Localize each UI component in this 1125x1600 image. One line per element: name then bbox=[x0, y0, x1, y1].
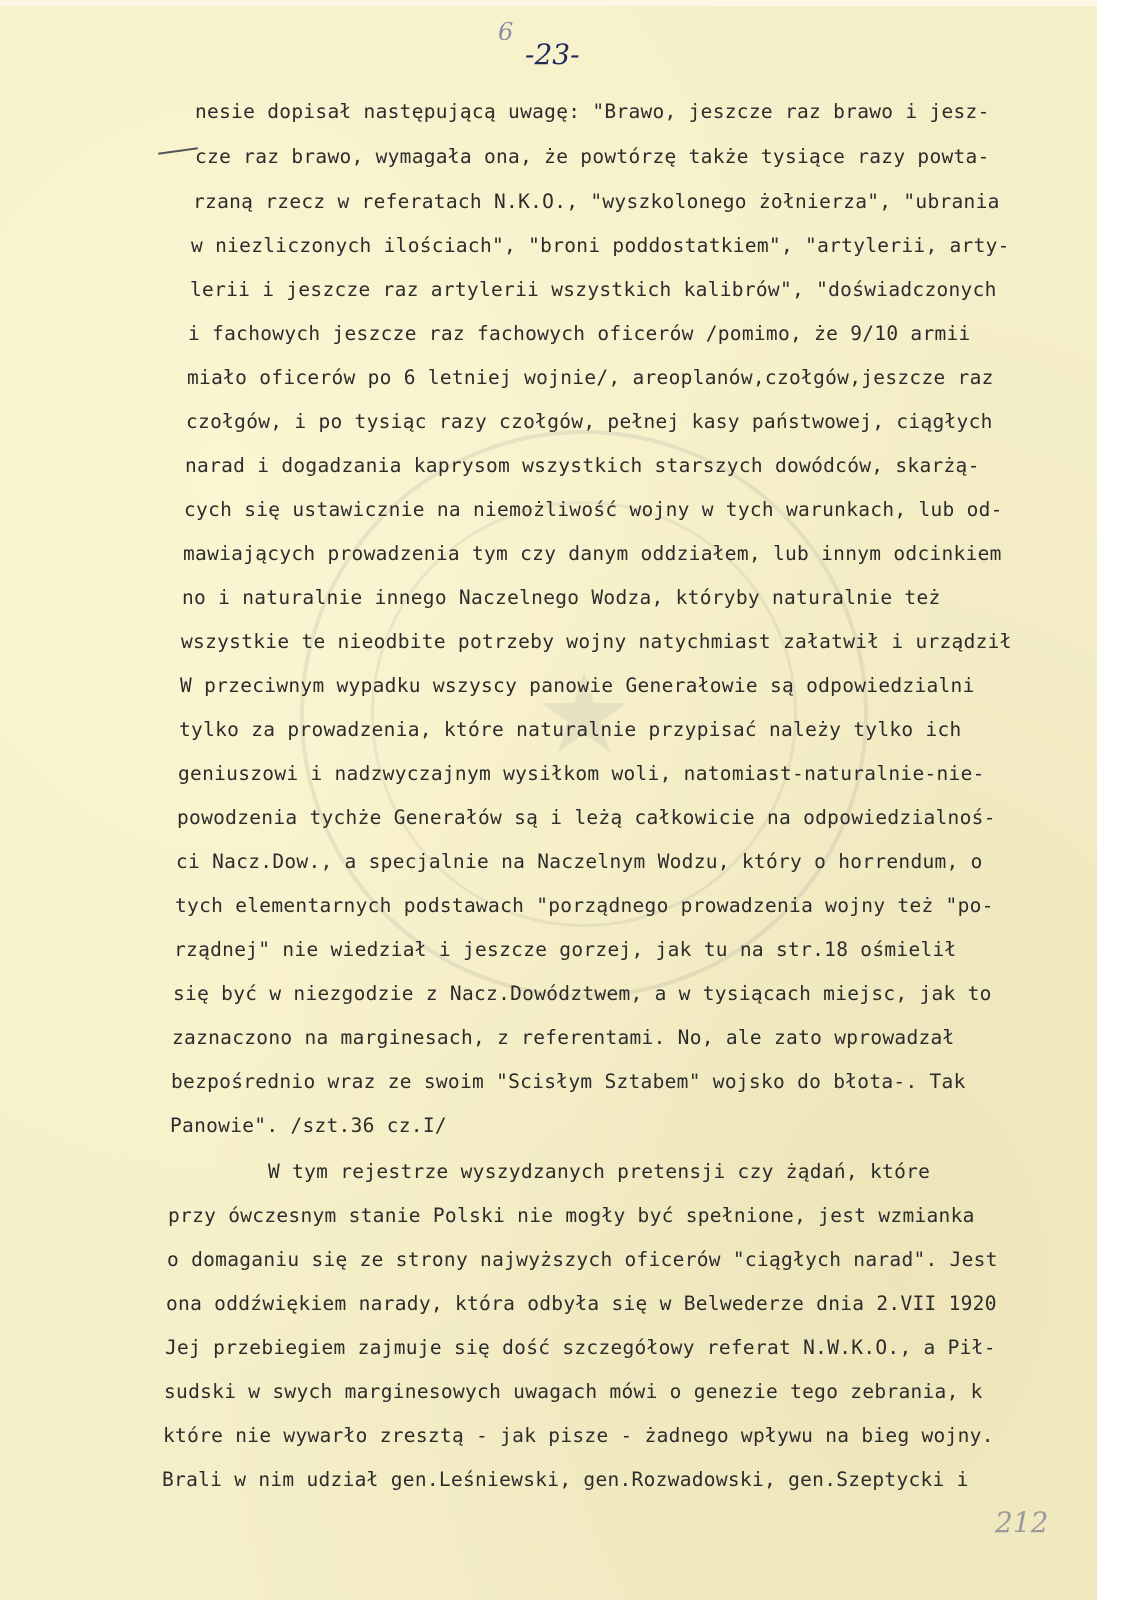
text-line: się być w niezgodzie z Nacz.Dowództwem, a w tysiącach miejsc, jak to bbox=[173, 982, 992, 1005]
text-line: Panowie". /szt.36 cz.I/ bbox=[170, 1114, 447, 1137]
text-line: powodzenia tychże Generałów są i leżą całkowicie na odpowiedzialnoś- bbox=[177, 806, 996, 829]
text-line: tych elementarnych podstawach "porządnego prowadzenia wojny też "po- bbox=[175, 894, 994, 917]
text-line: miało oficerów po 6 letniej wojnie/, areoplanów,czołgów,jeszcze raz bbox=[187, 366, 994, 389]
text-line: geniuszowi i nadzwyczajnym wysiłkom woli, natomiast-naturalnie-nie- bbox=[178, 762, 985, 785]
page-top-edge bbox=[0, 0, 1125, 6]
text-line: sudski w swych marginesowych uwagach mówi o genezie tego zebrania, k bbox=[164, 1380, 983, 1403]
text-line: Brali w nim udział gen.Leśniewski, gen.Rozwadowski, gen.Szeptycki i bbox=[162, 1468, 969, 1491]
text-line: W przeciwnym wypadku wszyscy panowie Generałowie są odpowiedzialni bbox=[180, 674, 975, 697]
text-line: W tym rejestrze wyszydzanych pretensji czy żądań, które bbox=[268, 1160, 931, 1183]
watermark-star-icon: ★ bbox=[371, 501, 797, 927]
scan-border bbox=[1097, 0, 1125, 1600]
text-line: bezpośrednio wraz ze swoim "Scisłym Sztabem" wojsko do błota-. Tak bbox=[171, 1070, 966, 1093]
text-line: zaznaczono na marginesach, z referentami. No, ale zato wprowadzał bbox=[172, 1026, 955, 1049]
text-line: lerii i jeszcze raz artylerii wszystkich kalibrów", "doświadczonych bbox=[190, 278, 997, 301]
text-line: wszystkie te nieodbite potrzeby wojny natychmiast załatwił i urządził bbox=[181, 630, 1012, 653]
text-line: rzaną rzecz w referatach N.K.O., "wyszkolonego żołnierza", "ubrania bbox=[193, 190, 1000, 213]
text-line: cze raz brawo, wymagała ona, że powtórzę także tysiące razy powta- bbox=[195, 145, 990, 168]
text-line: które nie wywarło zresztą - jak pisze - żadnego wpływu na bieg wojny. bbox=[163, 1424, 994, 1447]
folio-number: 212 bbox=[995, 1506, 1049, 1539]
text-line: tylko za prowadzenia, które naturalnie przypisać należy tylko ich bbox=[179, 718, 962, 741]
text-line: narad i dogadzania kaprysom wszystkich starszych dowódców, skarżą- bbox=[185, 454, 980, 477]
page-number: -23- bbox=[525, 38, 580, 71]
text-line: mawiających prowadzenia tym czy danym oddziałem, lub innym odcinkiem bbox=[183, 542, 1002, 565]
text-line: ona oddźwiękiem narady, która odbyła się w Belwederze dnia 2.VII 1920 bbox=[166, 1292, 997, 1315]
text-line: cych się ustawicznie na niemożliwość wojny w tych warunkach, lub od- bbox=[184, 498, 1003, 521]
text-line: rządnej" nie wiedział i jeszcze gorzej, jak tu na str.18 ośmielił bbox=[174, 938, 957, 961]
text-line: czołgów, i po tysiąc razy czołgów, pełnej kasy państwowej, ciągłych bbox=[186, 410, 993, 433]
text-line: Jej przebiegiem zajmuje się dość szczegółowy referat N.W.K.O., a Pił- bbox=[165, 1336, 996, 1359]
text-line: przy ówczesnym stanie Polski nie mogły być spełnione, jest wzmianka bbox=[168, 1204, 975, 1227]
text-line: no i naturalnie innego Naczelnego Wodza, któryby naturalnie też bbox=[182, 586, 941, 609]
text-line: nesie dopisał następującą uwagę: "Brawo, jeszcze raz brawo i jesz- bbox=[195, 100, 990, 123]
text-line: o domaganiu się ze strony najwyższych oficerów "ciągłych narad". Jest bbox=[167, 1248, 998, 1271]
text-line: w niezliczonych ilościach", "broni poddostatkiem", "artylerii, arty- bbox=[191, 234, 1010, 257]
text-line: i fachowych jeszcze raz fachowych oficerów /pomimo, że 9/10 armii bbox=[188, 322, 971, 345]
text-line: ci Nacz.Dow., a specjalnie na Naczelnym Wodzu, który o horrendum, o bbox=[176, 850, 983, 873]
archive-mark: 6 bbox=[498, 18, 514, 46]
margin-mark bbox=[158, 147, 198, 155]
